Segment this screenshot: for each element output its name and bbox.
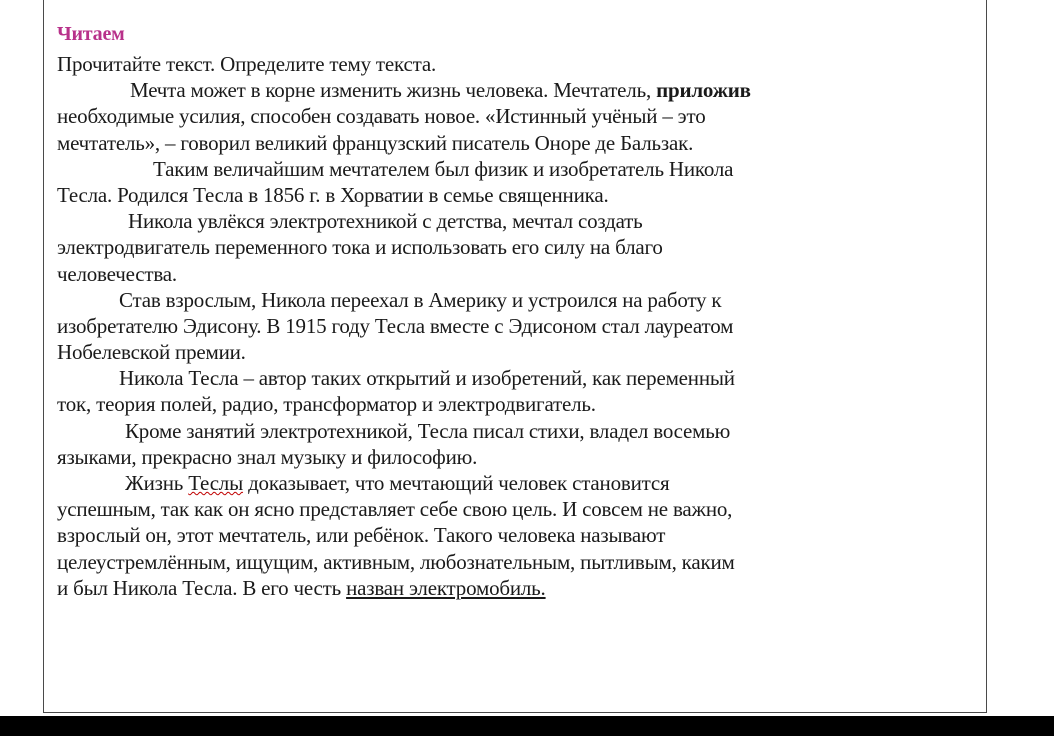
paragraph-4-line-2: изобретателю Эдисону. В 1915 году Тесла вместе с Эдисоном стал лауреатом xyxy=(57,313,734,338)
paragraph-2-line-2: Тесла. Родился Тесла в 1856 г. в Хорватии в семье священника. xyxy=(57,182,609,207)
paragraph-5-line-2: ток, теория полей, радио, трансформатор и электродвигатель. xyxy=(57,392,596,417)
underlined-text: назван электромобиль. xyxy=(346,575,546,600)
bottom-black-bar xyxy=(0,716,1054,736)
paragraph-1-line-3: мечтатель», – говорил великий французский писатель Оноре де Бальзак. xyxy=(57,130,694,155)
heading: Читаем xyxy=(57,23,125,45)
paragraph-4-line-1: Став взрослым, Никола переехал в Америку и устроился на работу к xyxy=(119,287,722,312)
document-text xyxy=(57,12,977,601)
paragraph-7-line-1: Жизнь Теслы доказывает, что мечтающий человек становится xyxy=(125,471,670,495)
bold-word: приложив xyxy=(656,78,751,103)
spellcheck-word: Теслы xyxy=(188,471,244,495)
paragraph-2-line-1: Таким величайшим мечтателем был физик и изобретатель Никола xyxy=(153,156,734,181)
task-line: Прочитайте текст. Определите тему текста. xyxy=(57,52,437,76)
paragraph-3-line-1: Никола увлёкся электротехникой с детства, мечтал создать xyxy=(128,209,643,234)
paragraph-3-line-3: человечества. xyxy=(57,261,177,286)
paragraph-5-line-1: Никола Тесла – автор таких открытий и изобретений, как переменный xyxy=(119,366,735,391)
paragraph-7-line-4: целеустремлённым, ищущим, активным, любознательным, пытливым, каким xyxy=(57,549,735,574)
paragraph-1-line-2: необходимые усилия, способен создавать новое. «Истинный учёный – это xyxy=(57,104,706,129)
paragraph-1-line-1: Мечта может в корне изменить жизнь человека. Мечтатель, приложив xyxy=(130,78,751,103)
paragraph-7-line-3: взрослый он, этот мечтатель, или ребёнок. Такого человека называют xyxy=(57,523,666,548)
paragraph-3-line-2: электродвигатель переменного тока и использовать его силу на благо xyxy=(57,235,663,260)
paragraph-7-line-2: успешным, так как он ясно представляет себе свою цель. И совсем не важно, xyxy=(57,497,733,522)
paragraph-6-line-1: Кроме занятий электротехникой, Тесла писал стихи, владел восемью xyxy=(125,418,731,443)
paragraph-7-line-5: и был Никола Тесла. В его честь назван электромобиль. xyxy=(57,575,546,600)
paragraph-4-line-3: Нобелевской премии. xyxy=(57,340,246,365)
paragraph-6-line-2: языками, прекрасно знал музыку и философию. xyxy=(57,444,478,469)
